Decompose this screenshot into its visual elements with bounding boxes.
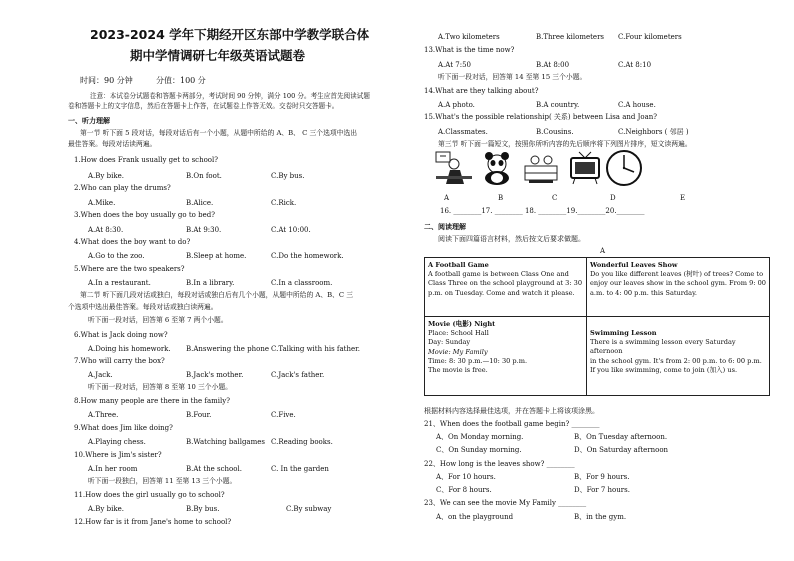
question-1: 1.How does Frank usually get to school? (74, 156, 219, 164)
q2-option-a: A.Mike. (88, 199, 116, 207)
q11-option-c: C.By subway (286, 505, 332, 513)
q14-option-c: C.A house. (618, 101, 656, 109)
q2-option-c: C.Rick. (271, 199, 297, 207)
ads-table (424, 257, 770, 396)
reading-section-title: 二、阅读理解 (424, 222, 466, 231)
question-6: 6.What is Jack doing now? (74, 331, 168, 339)
q6-option-b: B.Answering the phone (186, 345, 270, 353)
question-9: 9.What does Jim like doing? (74, 424, 173, 432)
pic-label-d: D (610, 194, 616, 202)
question-3: 3.When does the boy usually go to bed? (74, 211, 215, 219)
question-22: 22、How long is the leaves show? ________ (424, 460, 575, 468)
q12-option-a: A.Two kilometers (438, 33, 500, 41)
q11-option-a: A.By bike. (88, 505, 124, 513)
q8-option-c: C.Five. (271, 411, 296, 419)
ad-swimming-line: in the school gym. It's from 2: 00 p.m. to 6: 00 p.m. (590, 356, 762, 365)
q13-option-a: A.At 7:50 (438, 61, 471, 69)
question-4: 4.What does the boy want to do? (74, 238, 191, 246)
picture-b-panda (477, 150, 517, 186)
q2-option-b: B.Alice. (186, 199, 214, 207)
note-q11-q13: 听下面一段独白，回答第 11 至第 13 三个小题。 (88, 477, 237, 485)
question-23: 23、We can see the movie My Family ________ (424, 499, 587, 507)
q6-option-a: A.Doing his homework. (88, 345, 171, 353)
ad-movie-line: Movie: My Family (428, 347, 488, 356)
part1-intro-line2: 最佳答案。每段对话读两遍。 (68, 140, 157, 148)
q12-option-b: B.Three kilometers (536, 33, 605, 41)
question-2: 2.Who can play the drums? (74, 184, 171, 192)
q9-option-a: A.Playing chess. (88, 438, 146, 446)
q1-option-c: C.By bus. (271, 172, 305, 180)
question-13: 13.What is the time now? (424, 46, 515, 54)
picture-d-tv (565, 150, 605, 186)
q22-option-b: B、For 9 hours. (574, 473, 630, 481)
ad-swimming-line: There is a swimming lesson every Saturday afternoon (590, 338, 736, 356)
ad-swimming-lesson (587, 317, 770, 396)
ad-football-title: A Football Game (428, 261, 489, 269)
q21-option-d: D、On Saturday afternoon (574, 446, 669, 454)
q23-option-b: B、in the gym. (574, 513, 627, 521)
passage-a-label: A (600, 247, 606, 255)
q22-option-c: C、For 8 hours. (436, 486, 492, 494)
question-5: 5.Where are the two speakers? (74, 265, 185, 273)
ad-movie-line: Day: Sunday (428, 338, 471, 347)
ad-leaves-line: a.m. to 4: 00 p.m. this Saturday. (590, 288, 698, 297)
q5-option-a: A.In a restaurant. (88, 279, 151, 287)
q7-option-c: C.Jack's father. (271, 371, 325, 379)
question-12: 12.How far is it from Jane's home to school? (74, 518, 232, 526)
pic-label-a: A (444, 194, 450, 202)
question-14: 14.What are they talking about? (424, 87, 539, 95)
listening-section-title: 一、听力理解 (68, 116, 110, 125)
q22-option-d: D、For 7 hours. (574, 486, 630, 494)
q3-option-c: C.At 10:00. (271, 226, 311, 234)
q5-option-c: C.In a classroom. (271, 279, 333, 287)
q7-option-b: B.Jack's mother. (186, 371, 244, 379)
ad-leaves-line: enjoy our leaves show in the school gym. From 9: 00 (590, 279, 766, 288)
ad-swimming-title: Swimming Lesson (590, 329, 657, 337)
q4-option-c: C.Do the homework. (271, 252, 344, 260)
q13-option-c: C.At 8:10 (618, 61, 652, 69)
q5-option-b: B.In a library. (186, 279, 235, 287)
q10-option-c: C. In the garden (271, 465, 329, 473)
part3-intro: 第三节 听下面一篇短文，按照你所听内容的先后顺序将下列图片排序，短文读两遍。 (438, 140, 692, 148)
exam-time: 时间：90 分钟 (80, 76, 133, 85)
question-15: 15.What's the possible relationship( 关系) between Lisa and Joan? (424, 113, 658, 121)
q8-option-b: B.Four. (186, 411, 212, 419)
q23-option-a: A、on the playground (436, 513, 514, 521)
q4-option-b: B.Sleep at home. (186, 252, 247, 260)
q9-option-c: C.Reading books. (271, 438, 333, 446)
picture-a-student-studying (434, 150, 474, 186)
note-q14-q15: 听下面一段对话，回答第 14 至第 15 三个小题。 (438, 73, 587, 81)
q12-option-c: C.Four kilometers (618, 33, 682, 41)
q7-option-a: A.Jack. (88, 371, 113, 379)
exam-title-line2: 期中学情调研七年级英语试题卷 (130, 48, 306, 63)
picture-c-game (521, 150, 561, 186)
q3-option-a: A.At 8:30. (88, 226, 124, 234)
ad-football-game (425, 258, 587, 317)
reading-instruction: 根据材料内容选择最佳选项，并在答题卡上将该项涂黑。 (424, 407, 599, 415)
part2-intro-line1: 第二节 听下面几段对话或独白，每段对话或独白后有几个小题，从题中所给的 A、B、C 三 (80, 291, 354, 299)
q15-option-b: B.Cousins. (536, 128, 574, 136)
question-8: 8.How many people are there in the family? (74, 397, 230, 405)
q8-option-a: A.Three. (88, 411, 119, 419)
notice-line2: 卷和答题卡上的文字信息，然后在答题卡上作答，在试题卷上作答无效。交卷时只交答题卡。 (68, 102, 339, 110)
ad-football-line: Class Three on the school playground at 3: 30 (428, 279, 583, 288)
ad-leaves-title: Wonderful Leaves Show (590, 261, 678, 269)
q1-option-a: A.By bike. (88, 172, 124, 180)
q1-option-b: B.On foot. (186, 172, 222, 180)
picture-e-clock (604, 148, 644, 188)
question-7: 7.Who will carry the box? (74, 357, 165, 365)
q15-option-a: A.Classmates. (438, 128, 488, 136)
q3-option-b: B.At 9:30. (186, 226, 222, 234)
ad-swimming-line: If you like swimming, come to join (加入) us. (590, 365, 738, 374)
reading-intro: 阅读下面四篇语言材料，然后按文后要求做题。 (438, 235, 585, 243)
ad-movie-title: Movie (电影) Night (428, 320, 496, 328)
q10-option-a: A.In her room (88, 465, 138, 473)
exam-score: 分值：100 分 (156, 76, 206, 85)
question-10: 10.Where is Jim's sister? (74, 451, 162, 459)
ad-movie-line: Time: 8: 30 p.m.—10: 30 p.m. (428, 356, 528, 365)
q22-option-a: A、For 10 hours. (436, 473, 496, 481)
q21-option-c: C、On Sunday morning. (436, 446, 522, 454)
question-21: 21、When does the football game begin? ________ (424, 420, 600, 428)
question-11: 11.How does the girl usually go to school? (74, 491, 225, 499)
exam-title-line1: 2023-2024 学年下期经开区东部中学教学联合体 (90, 27, 370, 42)
notice-line1: 注意：本试卷分试题卷和答题卡两部分，考试时间 90 分钟，满分 100 分。考生应首先阅读试题 (90, 92, 370, 100)
part2-intro-line2: 个选项中选出最佳答案。每段对话或独白读两遍。 (68, 303, 218, 311)
q21-option-a: A、On Monday morning. (436, 433, 524, 441)
ad-leaves-show (587, 258, 770, 317)
pic-label-c: C (552, 194, 558, 202)
ad-movie-line: Place: School Hall (428, 329, 489, 338)
q6-option-c: C.Talking with his father. (271, 345, 360, 353)
ad-leaves-line: Do you like different leaves (树叶) of trees? Come to (590, 270, 764, 279)
q10-option-b: B.At the school. (186, 465, 242, 473)
ad-football-line: A football game is between Class One and (428, 270, 569, 279)
note-q6-q7: 听下面一段对话，回答第 6 至第 7 两个小题。 (88, 316, 228, 324)
q11-option-b: B.By bus. (186, 505, 220, 513)
q14-option-a: A.A photo. (438, 101, 475, 109)
answer-blanks-16-20: 16. ________17. ________ 18. ________19.________20.________ (440, 207, 645, 215)
q21-option-b: B、On Tuesday afternoon. (574, 433, 668, 441)
ad-movie-night (425, 317, 587, 396)
pic-label-e: E (680, 194, 686, 202)
q9-option-b: B.Watching ballgames (186, 438, 265, 446)
part1-intro-line1: 第一节 听下面 5 段对话，每段对话后有一个小题，从题中所给的 A、B、 C 三个选项中选出 (80, 129, 358, 137)
pic-label-b: B (498, 194, 504, 202)
ad-movie-line: The movie is free. (428, 366, 488, 375)
q15-option-c: C.Neighbors ( 邻居 ) (618, 128, 689, 136)
ad-football-line: p.m. on Tuesday. Come and watch it please. (428, 288, 575, 297)
q13-option-b: B.At 8:00 (536, 61, 570, 69)
q4-option-a: A.Go to the zoo. (88, 252, 145, 260)
note-q8-q10: 听下面一段对话，回答第 8 至第 10 三个小题。 (88, 383, 232, 391)
q14-option-b: B.A country. (536, 101, 580, 109)
